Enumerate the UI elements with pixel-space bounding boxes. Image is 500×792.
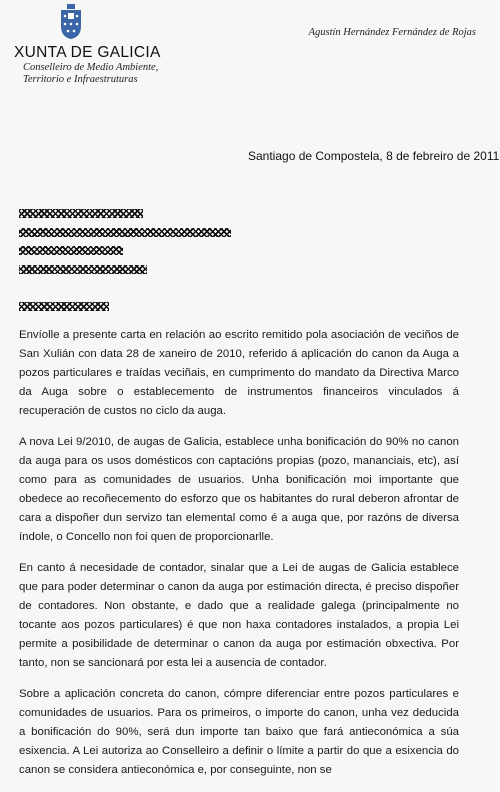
date-line: Santiago de Compostela, 8 de febreiro de 2011 [248, 149, 500, 163]
paragraph-2: A nova Lei 9/2010, de augas de Galicia, establece unha bonificación do 90% no canon da auga para os usos domésticos con captacións propias (pozo, mananciais, etc), así como para as comunidades de usuarios. Unha bonificación moi importante que obedece ao recoñecemento do esforzo que os habitantes do rural deberon afrontar de cara a dispoñer dun servizo tan elemental como é a auga que, por razóns de diversa índole, o Concello non foi quen de proporcionarlle. [19, 436, 459, 543]
department-line-2: Territorio e Infraestruturas [23, 74, 138, 85]
redacted-address-line-3 [19, 246, 123, 255]
organization-name: XUNTA DE GALICIA [14, 44, 161, 61]
letter-body [19, 326, 459, 792]
department-block [23, 62, 158, 86]
signer-name: Agustín Hernández Fernández de Rojas [308, 27, 476, 38]
redacted-address-line-1 [19, 209, 143, 218]
redacted-address-line-4 [19, 265, 147, 274]
redacted-address-line-2 [19, 228, 231, 237]
galicia-coat-of-arms-icon [60, 4, 82, 40]
paragraph-3: En canto á necesidade de contador, sinalar que a Lei de augas de Galicia establece que para poder determinar o canon da auga por estimación directa, é preciso dispoñer de contadores. Non obstante, e dado que a realidade galega (principalmente no tocante aos pozos particulares) é que non haxa contadores instalados, a propia Lei permite a posibilidade de determinar o canon da auga por estimación obxectiva. Por tanto, non se sancionará por esta lei a ausencia de contador. [19, 562, 459, 669]
paragraph-1: Envíolle a presente carta en relación ao escrito remitido pola asociación de veciños de San Xulián con data 28 de xaneiro de 2010, referido á aplicación do canon da Auga a pozos particulares e traídas veciñais, en cumprimento do mandato da Directiva Marco da Auga sobre o establecemento de instrumentos financeiros vinculados á recuperación de custos no ciclo da auga. [19, 329, 459, 417]
redacted-greeting [19, 302, 109, 311]
paragraph-4: Sobre a aplicación concreta do canon, cómpre diferenciar entre pozos particulares e comunidades de usuarios. Para os primeiros, o importe do canon, unha vez deducida a bonificación do 90%, será dun importe tan baixo que fará antieconómica a súa esixencia. A Lei autoriza ao Conselleiro a definir o límite a partir do que a esixencia do canon se considera antieconómica e, por conseguinte, non se [19, 688, 459, 776]
department-line-1: Conselleiro de Medio Ambiente, [23, 62, 159, 73]
